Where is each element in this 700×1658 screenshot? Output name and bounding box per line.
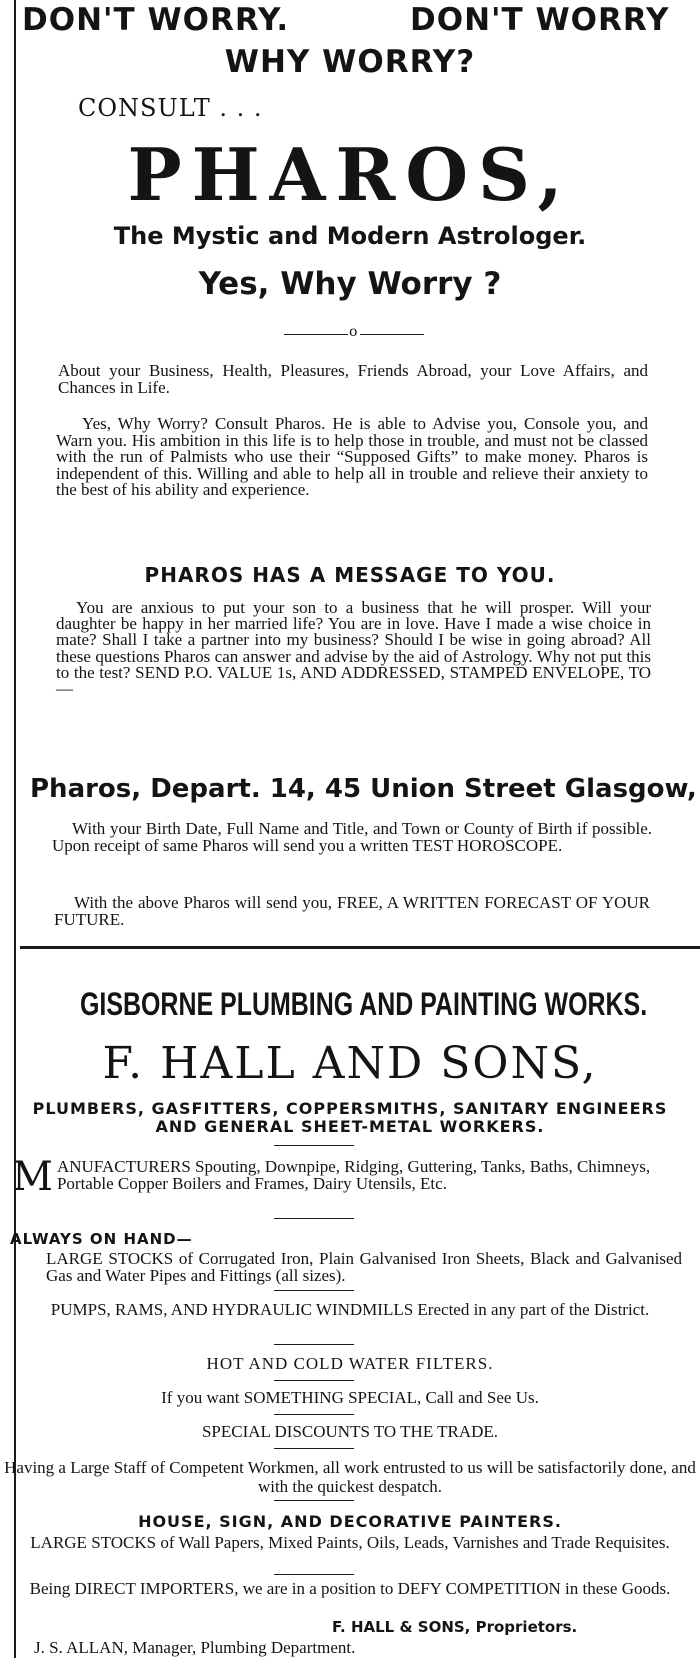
manager-line: J. S. ALLAN, Manager, Plumbing Department.: [34, 1638, 356, 1657]
pharos-subtitle: The Mystic and Modern Astrologer.: [113, 222, 587, 250]
pharos-paragraph-birth: With your Birth Date, Full Name and Title, and Town or County of Birth if possible. Upon receipt of same Pharos will send you a written TEST HOROSCOPE.: [52, 819, 652, 855]
painters-heading: HOUSE, SIGN, AND DECORATIVE PAINTERS.: [138, 1512, 562, 1531]
hall-heading: GISBORNE PLUMBING AND PAINTING WORKS.: [79, 986, 648, 1022]
message-heading: PHAROS HAS A MESSAGE TO YOU.: [144, 563, 556, 587]
pharos-tagline: Yes, Why Worry ?: [198, 266, 502, 302]
direct-importers: Being DIRECT IMPORTERS, we are in a position to DEFY COMPETITION in these Goods.: [29, 1579, 671, 1598]
hall-heading-wrap: [0, 986, 700, 1023]
headline-left: DON'T WORRY.: [22, 2, 290, 38]
pharos-paragraph-ability: Yes, Why Worry? Consult Pharos. He is able to Advise you, Console you, and Warn you. His ambition in this life is to help those in trouble, and must not be classed with the run of Palmists who use their “Supposed Gifts” to make money. Pharos is independent of this. Willing and able to help all in trouble and relieve their anxiety to the best of his ability and experience.: [56, 414, 648, 500]
hall-trades: PLUMBERS, GASFITTERS, COPPERSMITHS, SANITARY ENGINEERS AND GENERAL SHEET-METAL WORKERS.: [32, 1099, 668, 1136]
pumps-windmills: PUMPS, RAMS, AND HYDRAULIC WINDMILLS Erected in any part of the District.: [50, 1300, 650, 1319]
hall-rule-5: [274, 1380, 354, 1381]
hall-rule-1: [274, 1145, 354, 1146]
advertisement-separator: [20, 946, 700, 949]
drop-cap: M: [12, 1154, 53, 1200]
pharos-paragraph-forecast: With the above Pharos will send you, FREE, A WRITTEN FORECAST OF YOUR FUTURE.: [54, 893, 650, 929]
hall-manufacturers: [12, 1154, 684, 1200]
hall-rule-9: [274, 1574, 354, 1575]
hall-rule-4: [274, 1344, 354, 1345]
always-on-hand-label: ALWAYS ON HAND—: [10, 1230, 193, 1248]
water-filters: HOT AND COLD WATER FILTERS.: [206, 1354, 494, 1373]
always-on-hand-text: LARGE STOCKS of Corrugated Iron, Plain Galvanised Iron Sheets, Black and Galvanised Gas and Water Pipes and Fittings (all sizes).: [46, 1249, 682, 1285]
manufacturers-text: ANUFACTURERS Spouting, Downpipe, Ridging, Guttering, Tanks, Baths, Chimneys, Portable Copper Boilers and Frames, Dairy Utensils, Etc.: [56, 1157, 651, 1193]
headline-why-worry: WHY WORRY?: [224, 44, 476, 80]
pharos-address: Pharos, Depart. 14, 45 Union Street Glasgow,: [30, 774, 697, 804]
consult-label: CONSULT . . .: [78, 94, 263, 122]
hall-rule-6: [274, 1414, 354, 1415]
hall-rule-3: [274, 1290, 354, 1291]
hall-rule-2: [274, 1218, 354, 1219]
hall-firm-name: F. HALL AND SONS,: [102, 1038, 598, 1089]
wallpaper-stocks: LARGE STOCKS of Wall Papers, Mixed Paints, Oils, Leads, Varnishes and Trade Requisites.: [30, 1533, 670, 1552]
staff-workmen: Having a Large Staff of Competent Workmen, all work entrusted to us will be satisfactorily done, and with the quickest despatch.: [4, 1458, 696, 1496]
hall-rule-8: [274, 1500, 354, 1501]
headline-right: DON'T WORRY: [410, 2, 670, 38]
pharos-intro: About your Business, Health, Pleasures, Friends Abroad, your Love Affairs, and Chances in Life.: [58, 361, 648, 397]
special-discounts: SPECIAL DISCOUNTS TO THE TRADE.: [201, 1422, 499, 1441]
pharos-name: PHAROS,: [127, 132, 573, 217]
pharos-paragraph-questions: You are anxious to put your son to a business that he will prosper. Will your daughter be happy in her married life? You are in love. Have I made a wise choice in mate? Shall I take a partner into my business? Should I be wise in going abroad? All these questions Pharos can answer and advise by the aid of Astrology. Why not put this to the test? SEND P.O. VALUE 1s, AND ADDRESSED, STAMPED ENVELOPE, TO—: [56, 598, 651, 699]
proprietors: F. HALL & SONS, Proprietors.: [332, 1618, 578, 1636]
divider-mark: o: [349, 324, 358, 340]
hall-rule-7: [274, 1448, 354, 1449]
something-special: If you want SOMETHING SPECIAL, Call and See Us.: [161, 1388, 539, 1407]
